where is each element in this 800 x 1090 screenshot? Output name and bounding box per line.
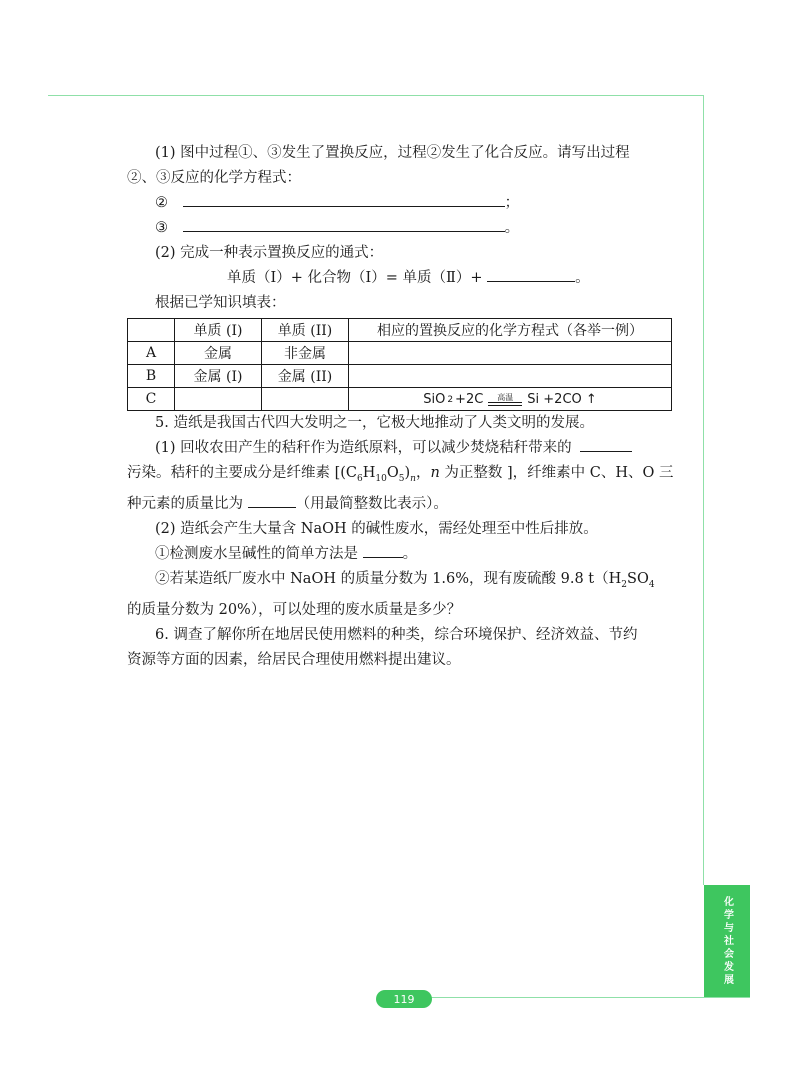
- sub: 5: [398, 473, 405, 484]
- q5-p1-l2: [127, 461, 675, 492]
- q5-p2-l1: (2) 造纸会产生大量含 NaOH 的碱性废水，需经处理至中性后排放。: [155, 520, 598, 537]
- eq-double-bar: [488, 402, 522, 406]
- eq-reactant-b: +2C: [455, 392, 484, 407]
- text-seg: n: [430, 465, 440, 481]
- sub: 6: [357, 473, 363, 484]
- table-header-cell: [128, 319, 175, 342]
- q2-line1: (2) 完成一种表示置换反应的通式：: [155, 245, 384, 261]
- eq-condition-text: 高温: [497, 392, 514, 402]
- text-seg: （用最简整数比表示）。: [295, 495, 448, 512]
- eq-reactant-a: SiO: [423, 392, 446, 407]
- top-rule: [48, 95, 703, 96]
- answer-cell[interactable]: [349, 342, 672, 365]
- table-cell: 金属 (I): [175, 365, 262, 388]
- sub: 4: [648, 579, 655, 590]
- text-seg: 污染。秸秆的主要成分是纤维素 [(C: [127, 465, 358, 481]
- table-cell: B: [128, 365, 175, 388]
- q1-line2: ②、③反应的化学方程式：: [127, 170, 301, 186]
- table-row: [128, 388, 672, 411]
- q5-p1-l3: [127, 492, 675, 517]
- text-seg: SO: [627, 570, 649, 587]
- answer-cell[interactable]: [262, 388, 349, 411]
- right-rule: [703, 95, 704, 885]
- sub: 2: [621, 579, 628, 590]
- chapter-side-tab-label: 化学与社会发展: [721, 895, 733, 987]
- table-header-row: [128, 319, 672, 342]
- text-seg: ①检测废水呈碱性的简单方法是: [155, 545, 358, 562]
- sub: 10: [375, 473, 387, 484]
- table-cell: 非金属: [262, 342, 349, 365]
- table-cell: 金属: [175, 342, 262, 365]
- text-seg: 为正整数 ]，纤维素中 C、H、O 三: [439, 465, 674, 481]
- q1-blank-b: [127, 216, 675, 241]
- q5-p1-l1: [127, 436, 675, 461]
- pollution-blank[interactable]: [580, 437, 632, 452]
- text-seg: ，: [415, 465, 431, 481]
- answer-blank-b[interactable]: [183, 217, 505, 232]
- answer-blank-a[interactable]: [183, 192, 505, 207]
- q5-p2-l3: [127, 567, 675, 598]
- detection-method-blank[interactable]: [363, 543, 403, 558]
- table-row: [128, 365, 672, 388]
- formula-blank[interactable]: [487, 267, 575, 282]
- eq-products: Si +2CO ↑: [527, 392, 597, 407]
- q2-formula: [127, 266, 675, 291]
- table-row: [128, 342, 672, 365]
- formula-text: 单质（Ⅰ）+ 化合物（Ⅰ）= 单质（Ⅱ）+: [227, 270, 483, 286]
- page-number: 119: [376, 990, 432, 1008]
- q1-blank-a: [127, 191, 675, 216]
- q1-line1: (1) 图中过程①、③发生了置换反应，过程②发生了化合反应。请写出过程: [155, 145, 630, 161]
- table-cell: A: [128, 342, 175, 365]
- q5-p1-text: (1) 回收农田产生的秸秆作为造纸原料，可以减少焚烧秸秆带来的: [155, 440, 572, 456]
- silicon-equation: [423, 392, 597, 407]
- q5-title: 5. 造纸是我国古代四大发明之一，它极大地推动了人类文明的发展。: [155, 415, 594, 431]
- text-seg: H: [362, 465, 376, 481]
- text-seg: ②若某造纸厂废水中 NaOH 的质量分数为 1.6%，现有废硫酸 9.8 t（H: [155, 570, 622, 587]
- table-cell: C: [128, 388, 175, 411]
- blank-b-label: ③: [155, 220, 168, 236]
- mass-ratio-blank[interactable]: [248, 493, 296, 508]
- blank-b-end: 。: [504, 220, 520, 236]
- equation-cell: [349, 388, 672, 411]
- text-seg: 种元素的质量比为: [127, 495, 243, 512]
- blank-a-end: ；: [504, 195, 520, 211]
- table-cell: 金属 (II): [262, 365, 349, 388]
- page-content: [127, 141, 675, 673]
- table-header-cell: 相应的置换反应的化学方程式（各举一例）: [349, 319, 672, 342]
- eq-condition: [488, 394, 522, 406]
- sub: n: [410, 473, 416, 484]
- text-seg: ): [404, 465, 411, 481]
- formula-end: 。: [575, 270, 590, 286]
- text-seg: O: [386, 465, 399, 481]
- table-intro: 根据已学知识填表：: [155, 295, 286, 311]
- bottom-rule: [380, 997, 750, 998]
- text-seg: 。: [402, 545, 418, 562]
- q6-l2: 资源等方面的因素，给居民合理使用燃料提出建议。: [127, 651, 461, 668]
- eq-sub: 2: [447, 394, 454, 405]
- chapter-side-tab: [704, 885, 750, 997]
- fill-in-table: [127, 318, 672, 411]
- answer-cell[interactable]: [175, 388, 262, 411]
- q6-l1: 6. 调查了解你所在地居民使用燃料的种类，综合环境保护、经济效益、节约: [155, 626, 638, 643]
- blank-a-label: ②: [155, 195, 168, 211]
- q5-p2-l2: [127, 542, 675, 567]
- q5-p2-l4: 的质量分数为 20%），可以处理的废水质量是多少？: [127, 601, 462, 618]
- answer-cell[interactable]: [349, 365, 672, 388]
- table-header-cell: 单质 (II): [262, 319, 349, 342]
- table-header-cell: 单质 (I): [175, 319, 262, 342]
